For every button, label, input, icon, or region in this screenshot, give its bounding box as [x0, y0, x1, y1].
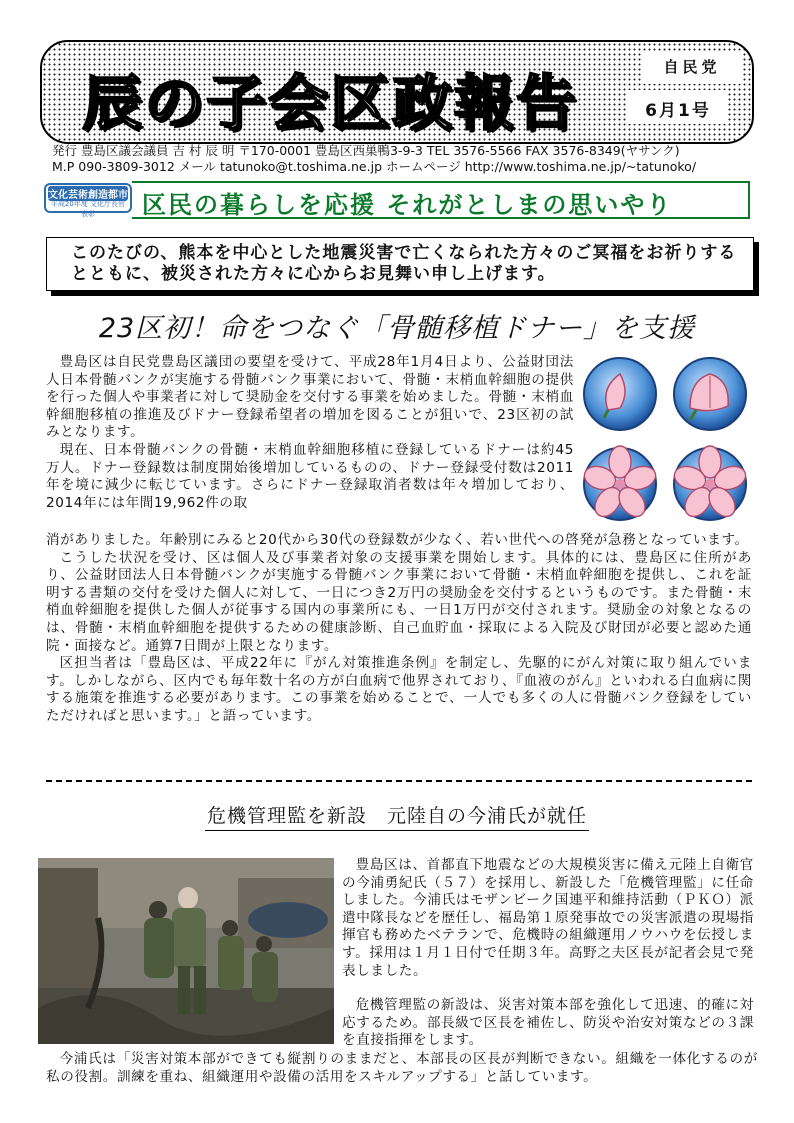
masthead-banner: [40, 40, 754, 144]
section-divider: [46, 780, 752, 782]
issue-box: [628, 90, 728, 124]
article1-column-text: [46, 354, 574, 512]
article-title-crisis-manager: [0, 801, 794, 828]
award-name: 文化芸術創造都市: [48, 186, 128, 201]
disaster-rescue-photo: [38, 858, 334, 1044]
article-title-bone-marrow: 23区初！命をつなぐ「骨髄移植ドナー」を支援: [98, 313, 696, 344]
issue-number: 6月1号: [645, 101, 711, 121]
award-subtitle: 平成20年度 文化庁長官表彰: [50, 200, 126, 218]
slogan-text: 区民の暮らしを応援 それがとしまの思いやり: [142, 190, 673, 219]
bud-icon-2: [674, 358, 746, 430]
flower-icon-3: [581, 446, 658, 521]
condolence-box: [46, 237, 754, 291]
award-badge: [44, 183, 132, 218]
condolence-message: このたびの、熊本を中心とした地震災害で亡くなられた方々のご冥福をお祈りするとともに、被災された方々に心からお見舞い申し上げます。: [71, 243, 737, 284]
article2-paragraph: 豊島区は、首都直下地震などの大規模災害に備え元陸上自衛官の今浦勇紀氏（５７）を採用し、新設した「危機管理監」に任命しました。今浦氏はモザンビーク国連平和維持活動（ＰＫＯ）派遣中隊長などを歴任し、福島第１原発事故での災害派遣の現場指揮官も務めたベテランで、危機時の組織運用ノウハウを伝授します。採用は１月１日付で任期３年。高野之夫区長が記者会見で発表しました。: [342, 857, 754, 979]
article1-paragraph: こうした状況を受け、区は個人及び事業者対象の支援事業を開始します。具体的には、豊島区に住所があり、公益財団法人日本骨髄バンクが実施する骨髄バンク事業において骨髄・末梢血幹細胞を提供し、これを証明する書類の交付を受けた個人に対して、一日につき2万円の奨励金を交付するというものです。また骨髄・末梢血幹細胞を提供した個人が従事する国内の事業所にも、一日1万円が交付されます。奨励金の対象となるのは、骨髄・末梢血幹細胞を提供するための健康診断、自己血貯血・採取による入院及び財団が必要と認めた通院・面接など。通算7日間が上限となります。: [46, 549, 752, 654]
slogan-bar: [132, 181, 750, 219]
article2-paragraph: 危機管理監の新設は、災害対策本部を強化して迅速、的確に対応するため。部長級で区長を補佐し、防災や治安対策などの３課を直接指揮をします。: [342, 997, 754, 1049]
article2-column-text: [342, 857, 754, 1050]
article2-title-text: 危機管理監を新設 元陸自の今浦氏が就任: [205, 805, 589, 831]
newsletter-title: 辰の子会区政報告: [82, 69, 578, 139]
sakura-bud-illustrations: [578, 352, 752, 526]
publisher-contact-line: 発行 豊島区議会議員 吉 村 辰 明 〒170-0001 豊島区西巣鴨3-9-3 TEL 3576-5566 FAX 3576-8349(ヤサンク): [52, 143, 680, 158]
article2-wide-text: [46, 1051, 758, 1086]
phone-email-web-line: M.P 090-3809-3012 メール tatunoko@t.toshima.ne.jp ホームページ http://www.toshima.ne.jp/~tatunoko/: [52, 159, 697, 174]
party-box: [642, 52, 742, 84]
article2-paragraph: 今浦氏は「災害対策本部ができても縦割りのままだと、本部長の区長が判断できない。組織を一体化するのが私の役割。訓練を重ね、組織運用や設備の活用をスキルアップする」と話しています。: [46, 1051, 758, 1085]
party-label: 自民党: [663, 58, 721, 76]
article1-paragraph: 現在、日本骨髄バンクの骨髄・末梢血幹細胞移植に登録しているドナーは約45万人。ドナー登録数は制度開始後増加しているものの、ドナー登録受付数は2011年を境に減少に転じています。さらにドナー登録取消者数は年々増加しており、2014年には年間19,962件の取: [46, 441, 574, 511]
article1-paragraph: 区担当者は「豊島区は、平成22年に『がん対策推進条例』を制定し、先駆的にがん対策に取り組んでいます。しかしながら、区内でも毎年数十名の方が白血病で他界されており、『血液のがん』といわれる白血病に関する施策を推進する必要があります。この事業を始めることで、一人でも多くの人に骨髄バンク登録をしていただければと思います。」と語っています。: [46, 655, 752, 724]
article1-paragraph: 豊島区は自民党豊島区議団の要望を受けて、平成28年1月4日より、公益財団法人日本骨髄バンクが実施する骨髄バンク事業において、骨髄・末梢血幹細胞の提供を行った個人や事業者に対して奨励金を交付する事業を始めました。骨髄・末梢血幹細胞移植の推進及びドナー登録希望者の増加を図ることが狙いで、23区初の試みとなります。: [46, 354, 574, 441]
flower-icon-4: [671, 446, 748, 521]
article1-wide-text: [46, 532, 752, 726]
bud-icon-1: [584, 358, 656, 430]
article1-paragraph: 消がありました。年齢別にみると20代から30代の登録数が少なく、若い世代への啓発が急務となっています。: [46, 532, 749, 548]
